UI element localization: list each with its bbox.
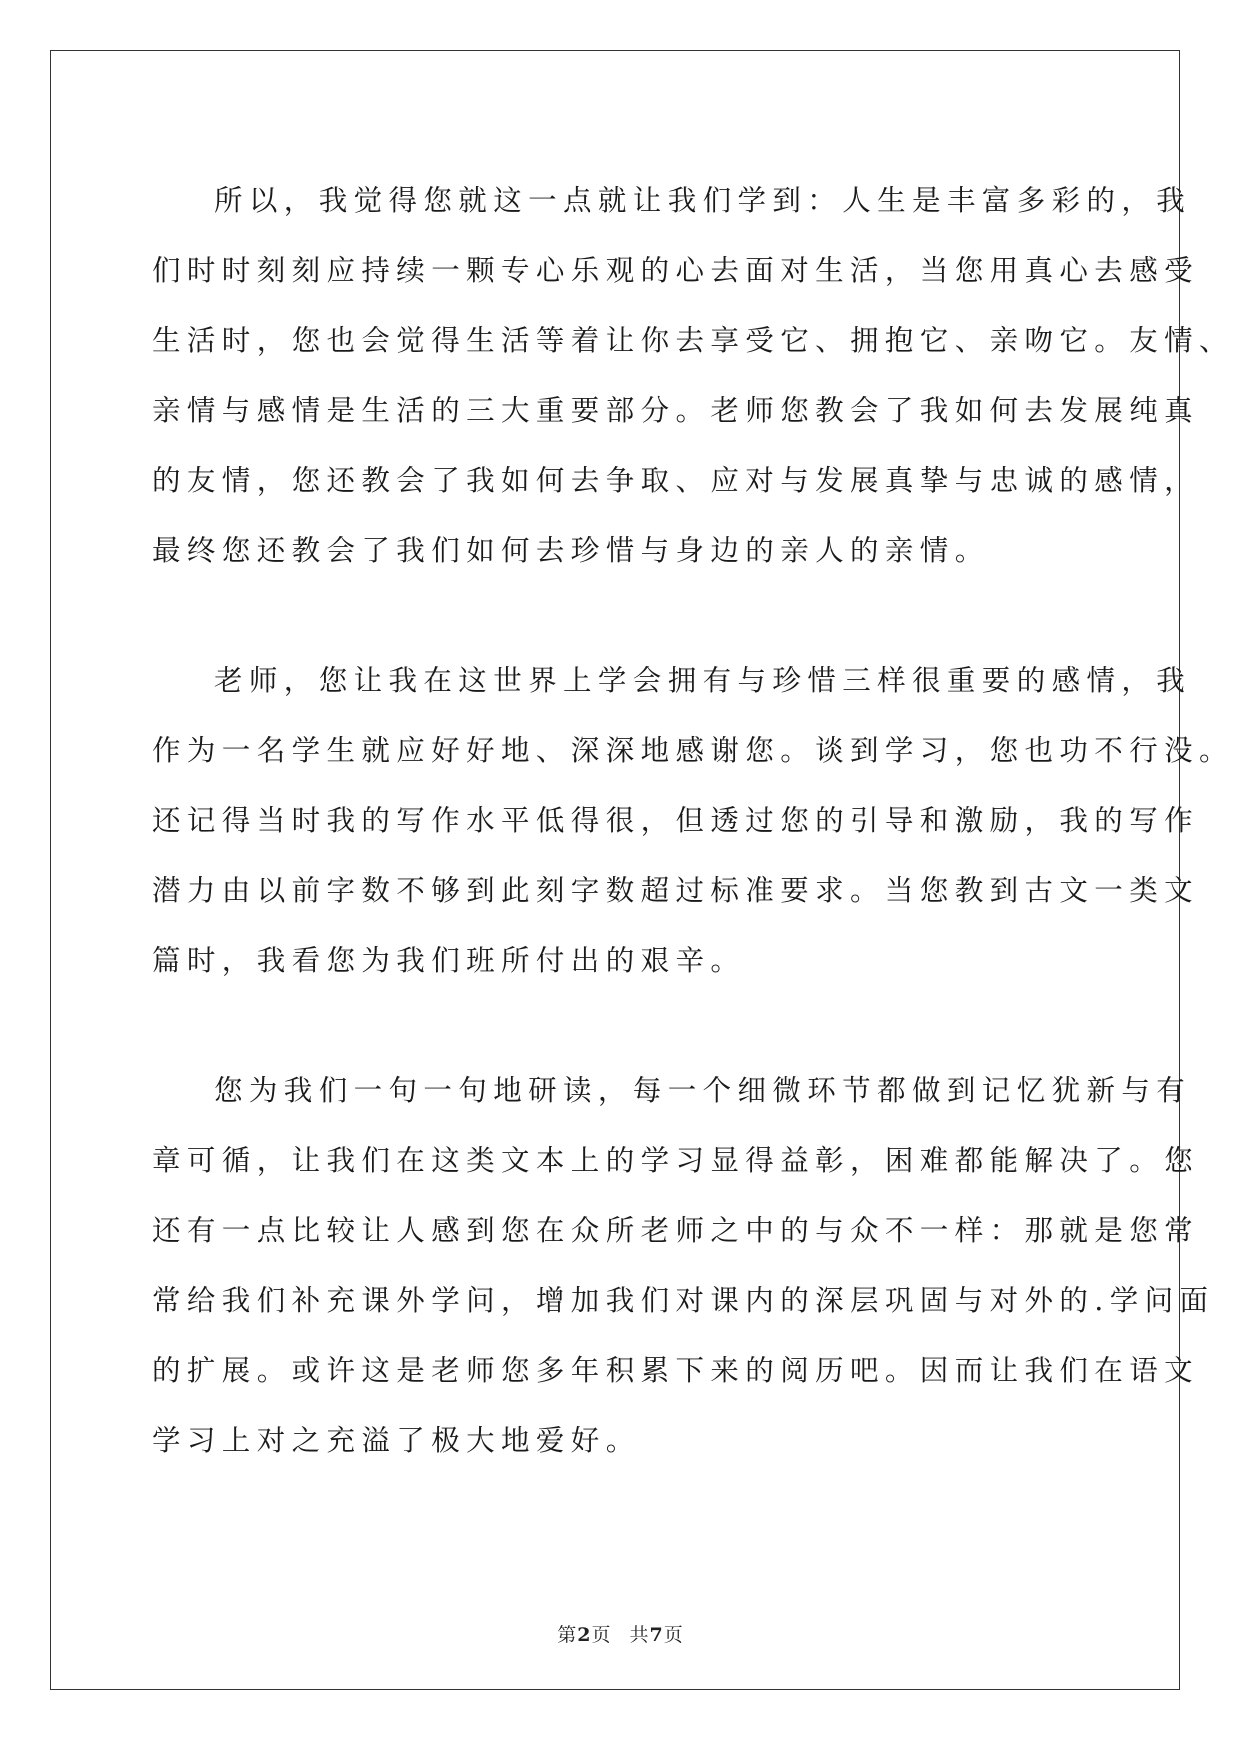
paragraph-2: [152, 646, 1234, 996]
text-line: 的扩展。或许这是老师您多年积累下来的阅历吧。因而让我们在语文: [152, 1354, 1200, 1387]
text-line: 老师，您让我在这世界上学会拥有与珍惜三样很重要的感情，我: [214, 664, 1192, 697]
page-prefix: 第: [557, 1624, 578, 1646]
page-number: [557, 1624, 611, 1646]
text-line: 最终您还教会了我们如何去珍惜与身边的亲人的亲情。: [152, 534, 990, 567]
total-unit: 页: [663, 1624, 684, 1646]
text-line: 潜力由以前字数不够到此刻字数超过标准要求。当您教到古文一类文: [152, 874, 1200, 907]
paragraph-spacing: [152, 586, 1087, 646]
page-total: [630, 1624, 684, 1646]
text-line: 还记得当时我的写作水平低得很，但透过您的引导和激励，我的写作: [152, 804, 1200, 837]
text-line: 亲情与感情是生活的三大重要部分。老师您教会了我如何去发展纯真: [152, 394, 1200, 427]
text-line: 作为一名学生就应好好地、深深地感谢您。谈到学习，您也功不行没。: [152, 734, 1234, 767]
page-unit: 页: [591, 1624, 612, 1646]
text-line: 学习上对之充溢了极大地爱好。: [152, 1424, 641, 1457]
total-prefix: 共: [629, 1624, 650, 1646]
text-line: 的友情，您还教会了我如何去争取、应对与发展真挚与忠诚的感情，: [152, 464, 1200, 497]
total-pages: 7: [649, 1624, 664, 1646]
text-line: 还有一点比较让人感到您在众所老师之中的与众不一样：那就是您常: [152, 1214, 1200, 1247]
page-footer: [0, 1620, 1241, 1647]
paragraph-spacing: [152, 996, 1087, 1056]
text-line: 篇时，我看您为我们班所付出的艰辛。: [152, 944, 746, 977]
text-line: 章可循，让我们在这类文本上的学习显得益彰，困难都能解决了。您: [152, 1144, 1200, 1177]
current-page: 2: [577, 1624, 592, 1646]
text-line: 您为我们一句一句地研读，每一个细微环节都做到记忆犹新与有: [214, 1074, 1192, 1107]
paragraph-3: [152, 1056, 1215, 1476]
document-body: [152, 166, 1234, 1476]
text-line: 们时时刻刻应持续一颗专心乐观的心去面对生活，当您用真心去感受: [152, 254, 1200, 287]
text-line: 生活时，您也会觉得生活等着让你去享受它、拥抱它、亲吻它。友情、: [152, 324, 1234, 357]
text-line: 所以，我觉得您就这一点就让我们学到：人生是丰富多彩的，我: [214, 184, 1192, 217]
text-line: 常给我们补充课外学问，增加我们对课内的深层巩固与对外的.学问面: [152, 1284, 1215, 1317]
paragraph-1: [152, 166, 1234, 586]
